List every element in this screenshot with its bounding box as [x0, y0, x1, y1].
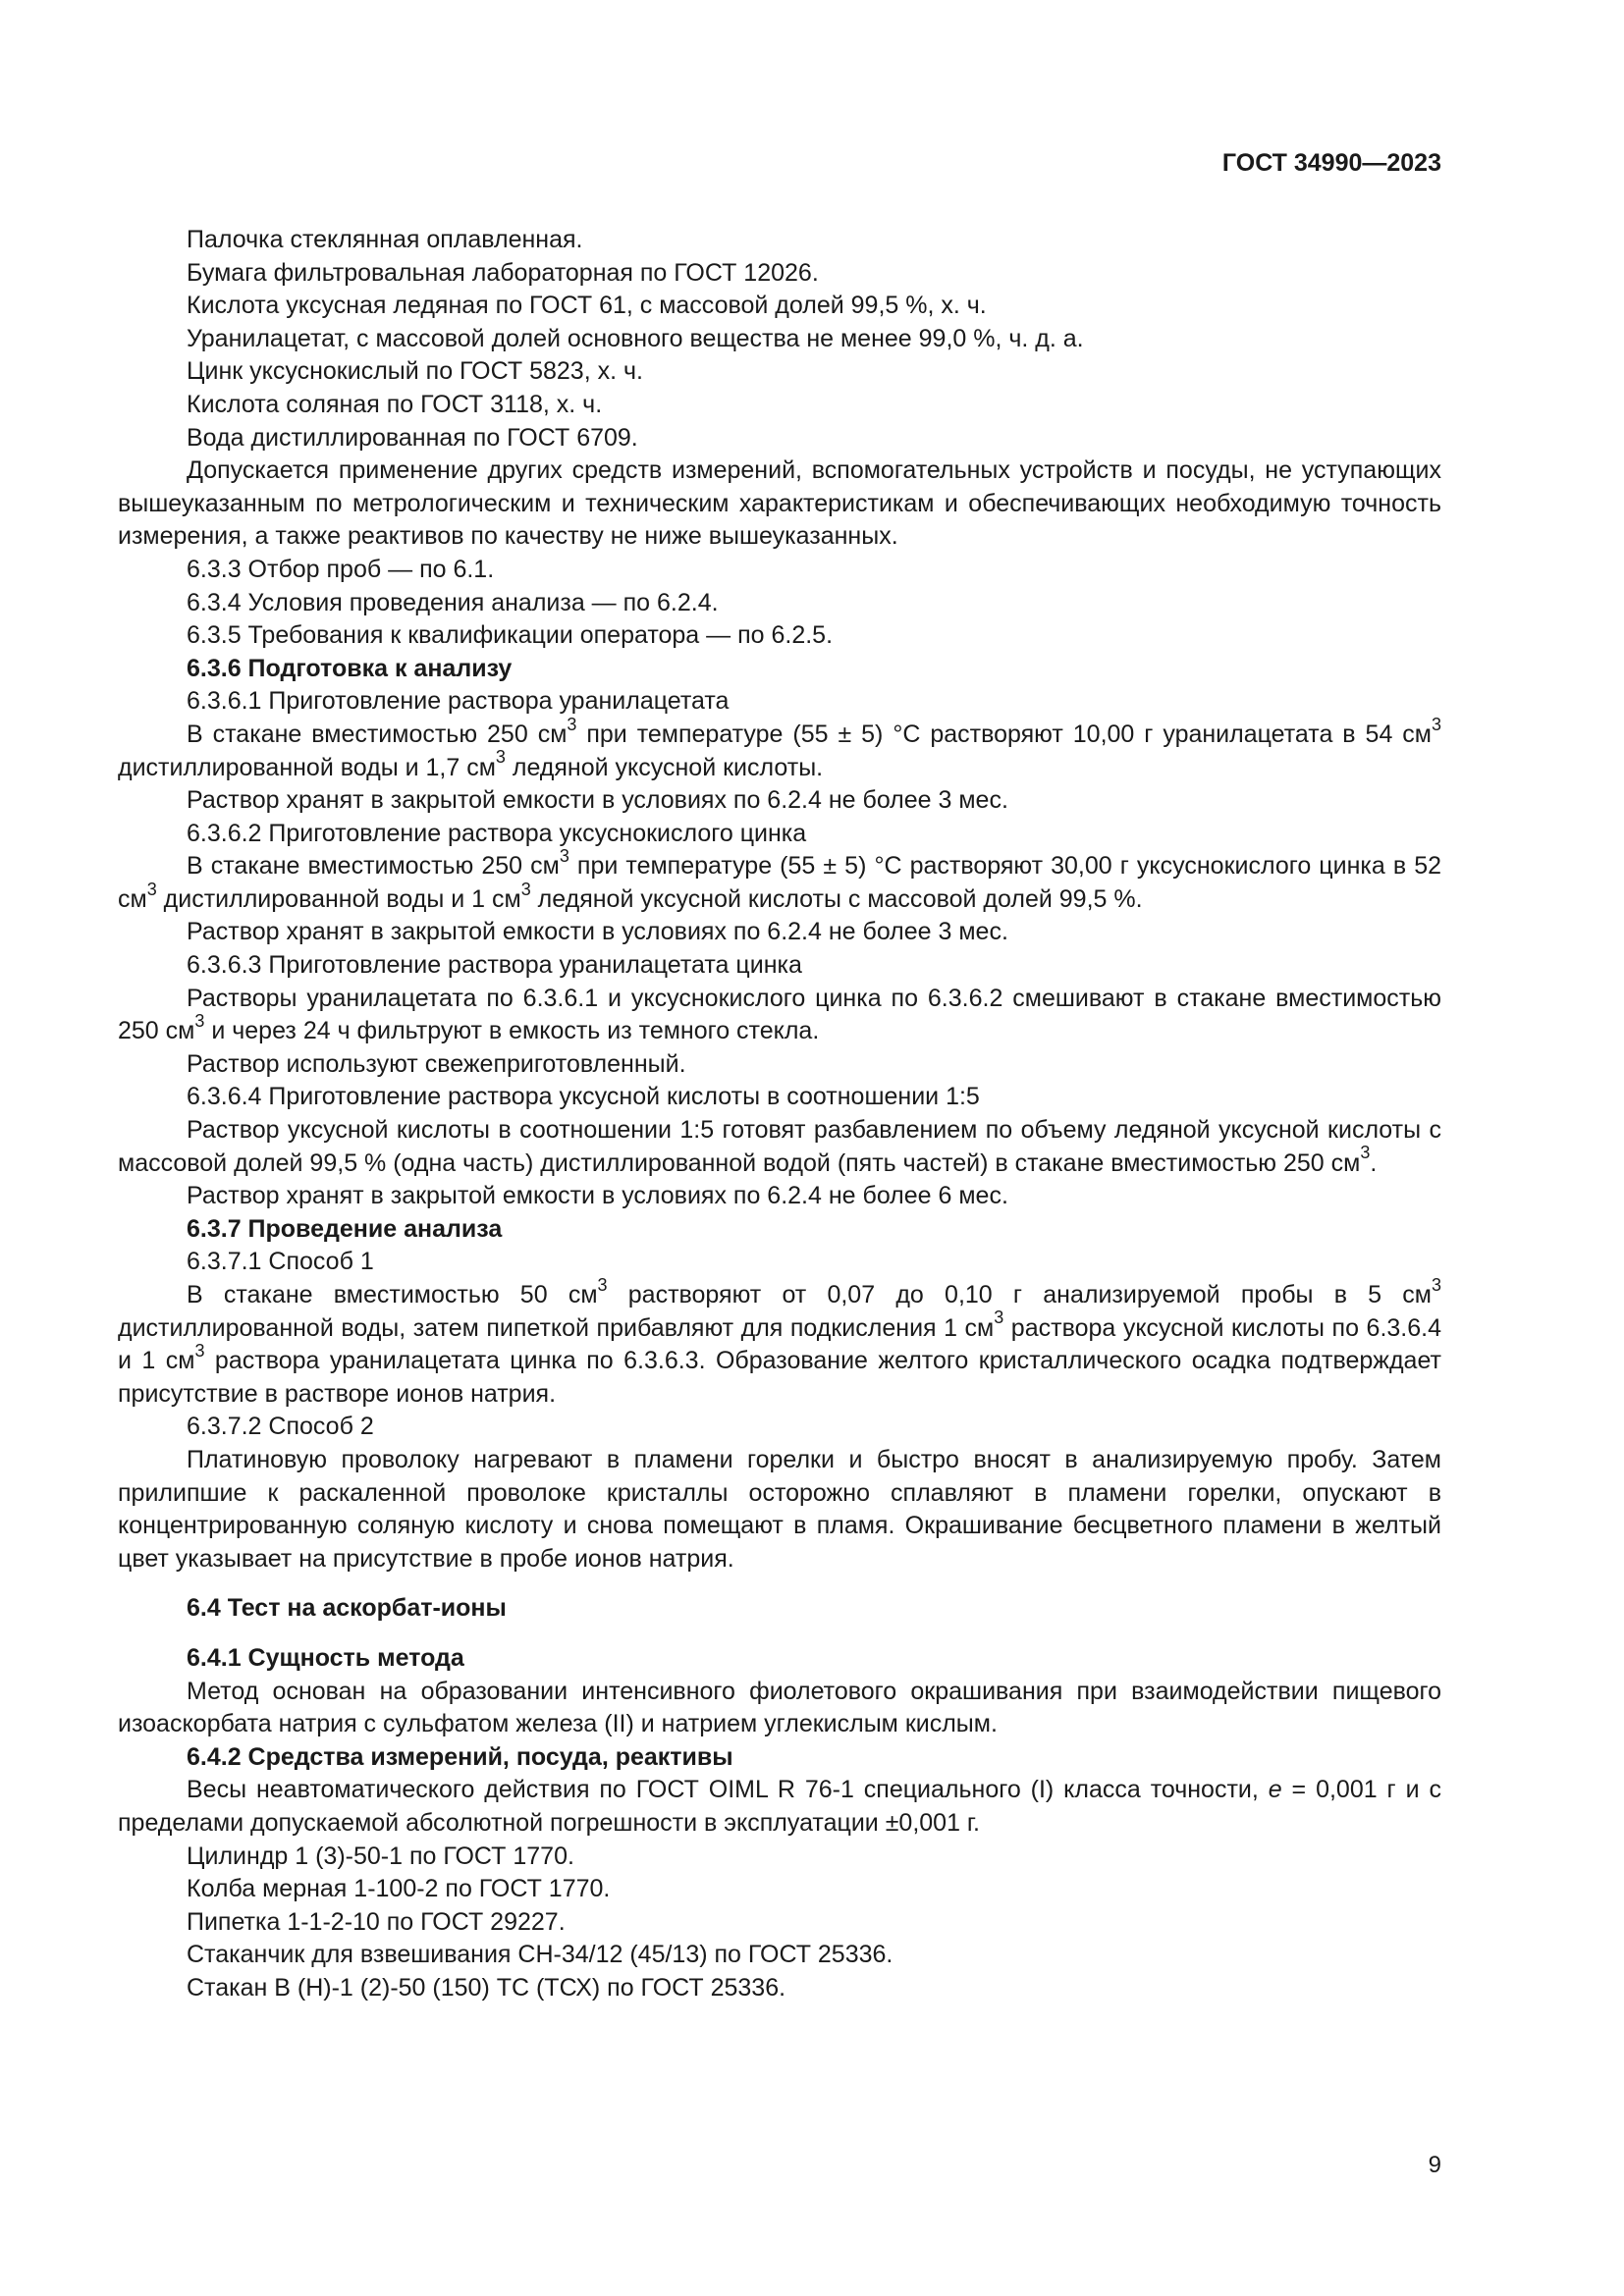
paragraph: Раствор хранят в закрытой емкости в условиях по 6.2.4 не более 3 мес. [187, 918, 1008, 946]
list-item: Бумага фильтровальная лабораторная по ГОСТ 12026. [187, 258, 819, 287]
list-item: Пипетка 1-1-2-10 по ГОСТ 29227. [187, 1907, 566, 1936]
list-item: Стаканчик для взвешивания СН-34/12 (45/13) по ГОСТ 25336. [187, 1941, 893, 1969]
subsection-title: 6.3.7.1 Способ 1 [187, 1248, 374, 1276]
list-item: Цилиндр 1 (3)-50-1 по ГОСТ 1770. [187, 1842, 574, 1870]
paragraph: В стакане вместимостью 250 $см^3$ при температуре (55 ± 5) °С растворяют 30,00 г уксуснокислого цинка в 52 $см^3$ дистиллированной воды и 1 $см^3$ ледяной уксусной кислоты с массовой долей 99,5 %. [118, 845, 1441, 913]
list-item: Кислота соляная по ГОСТ 3118, х. ч. [187, 390, 603, 418]
section-heading: 6.3.7 Проведение анализа [187, 1214, 503, 1243]
paragraph: Весы неавтоматического действия по ГОСТ OIML R 76-1 специального (I) класса точности, е = 0,001 г и с пределами допускаемой абсолютной погрешности в эксплуатации ±0,001 г. [118, 1776, 1441, 1837]
section-heading: 6.3.6 Подготовка к анализу [187, 654, 513, 682]
list-item: Уранилацетат, с массовой долей основного вещества не менее 99,0 %, ч. д. а. [187, 324, 1084, 352]
paragraph: Растворы уранилацетата по 6.3.6.1 и уксуснокислого цинка по 6.3.6.2 смешивают в стакане вместимостью 250 $см^3$ и через 24 ч фильтруют в емкость из темного стекла. [118, 984, 1441, 1045]
document-code: ГОСТ 34990—2023 [1221, 149, 1441, 177]
paragraph: Метод основан на образовании интенсивного фиолетового окрашивания при взаимодействии пищевого изоаскорбата натрия с сульфатом железа (II) и натрием углекислым кислым. [118, 1677, 1441, 1738]
document-body [118, 224, 1441, 2004]
page-number: 9 [1428, 2152, 1441, 2178]
section-heading: 6.4.2 Средства измерений, посуда, реактивы [187, 1742, 733, 1771]
paragraph: Раствор уксусной кислоты в соотношении 1:5 готовят разбавлением по объему ледяной уксусной кислоты с массовой долей 99,5 % (одна часть) дистиллированной водой (пять частей) в стакане вместимостью 250 $см^3$. [118, 1116, 1441, 1177]
paragraph: Раствор используют свежеприготовленный. [187, 1049, 686, 1078]
list-item: Палочка стеклянная оплавленная. [187, 226, 583, 253]
paragraph: Допускается применение других средств измерений, вспомогательных устройств и посуды, не уступающих вышеуказанным по метрологическим и техническим характеристикам и обеспечивающих необходимую точность измерения, а также реактивов по качеству не ниже вышеуказанных. [118, 456, 1441, 551]
subsection-title: 6.3.6.3 Приготовление раствора уранилацетата цинка [187, 951, 802, 980]
paragraph: Платиновую проволоку нагревают в пламени горелки и быстро вносят в анализируемую пробу. Затем прилипшие к раскаленной проволоке кристаллы осторожно сплавляют в пламени горелки, опускают в концентрированную соляную кислоту и снова помещают в пламя. Окрашивание бесцветного пламени в желтый цвет указывает на присутствие в пробе ионов натрия. [118, 1445, 1441, 1573]
paragraph: Раствор хранят в закрытой емкости в условиях по 6.2.4 не более 6 мес. [187, 1182, 1008, 1210]
clause: 6.3.4 Условия проведения анализа — по 6.2.4. [187, 588, 719, 616]
subsection-title: 6.3.7.2 Способ 2 [187, 1413, 374, 1441]
clause: 6.3.3 Отбор проб — по 6.1. [187, 555, 495, 583]
paragraph: В стакане вместимостью 50 $см^3$ растворяют от 0,07 до 0,10 г анализируемой пробы в 5 $см^3$ дистиллированной воды, затем пипеткой прибавляют для подкисления 1 $см^3$ раствора уксусной кислоты по 6.3.6.4 и 1 $см^3$ раствора уранилацетата цинка по 6.3.6.3. Образование желтого кристаллического осадка подтверждает присутствие в растворе ионов натрия. [118, 1274, 1442, 1408]
subsection-title: 6.3.6.1 Приготовление раствора уранилацетата [187, 687, 730, 716]
paragraph: В стакане вместимостью 250 $см^3$ при температуре (55 ± 5) °С растворяют 10,00 г уранилацетата в 54 $см^3$ дистиллированной воды и 1,7 $см^3$ ледяной уксусной кислоты. [118, 714, 1441, 781]
section-heading: 6.4 Тест на аскорбат-ионы [187, 1594, 507, 1623]
subsection-title: 6.3.6.2 Приготовление раствора уксуснокислого цинка [187, 819, 807, 847]
list-item: Колба мерная 1-100-2 по ГОСТ 1770. [187, 1875, 611, 1903]
subsection-title: 6.3.6.4 Приготовление раствора уксусной кислоты в соотношении 1:5 [187, 1083, 980, 1111]
list-item: Цинк уксуснокислый по ГОСТ 5823, х. ч. [187, 357, 643, 386]
list-item: Кислота уксусная ледяная по ГОСТ 61, с массовой долей 99,5 %, х. ч. [187, 292, 987, 320]
section-heading: 6.4.1 Сущность метода [187, 1643, 464, 1672]
list-item: Вода дистиллированная по ГОСТ 6709. [187, 423, 638, 452]
clause: 6.3.5 Требования к квалификации оператора — по 6.2.5. [187, 621, 834, 650]
paragraph: Раствор хранят в закрытой емкости в условиях по 6.2.4 не более 3 мес. [187, 786, 1008, 815]
list-item: Стакан В (Н)-1 (2)-50 (150) ТС (ТСХ) по ГОСТ 25336. [187, 1973, 786, 2002]
